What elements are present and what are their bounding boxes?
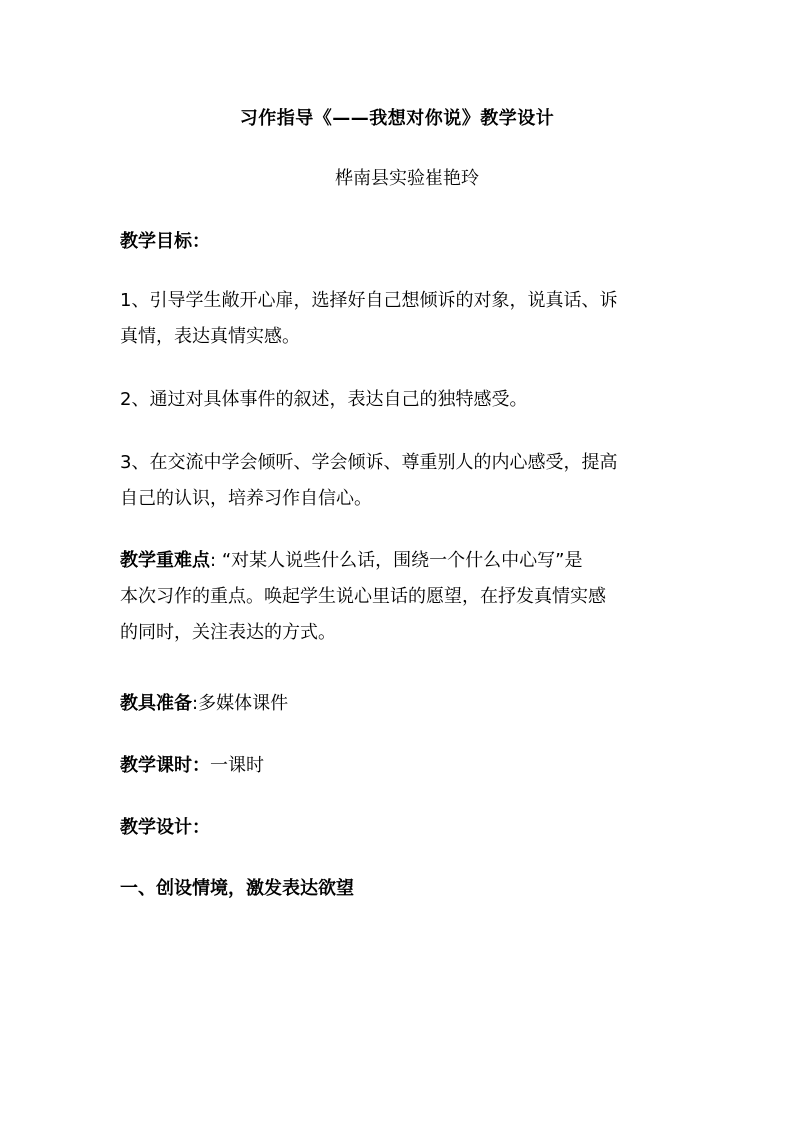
- design-heading: 教学设计：: [120, 817, 210, 838]
- goal-1-line-2: 真情，表达真情实感。: [120, 326, 300, 347]
- author-line: 桦南县实验崔艳玲: [335, 168, 479, 189]
- goals-heading: 教学目标：: [120, 231, 210, 252]
- tools-line: [120, 686, 680, 722]
- goal-item-2: [120, 382, 680, 418]
- key-points-line-3: 的同时，关注表达的方式。: [120, 622, 336, 643]
- goal-3-line-1: 3、在交流中学会倾听、学会倾诉、尊重别人的内心感受，提高: [120, 452, 618, 473]
- period-line: [120, 748, 680, 784]
- period-text: 一课时: [210, 755, 264, 776]
- key-points-line-1: [120, 543, 680, 579]
- tools-text: :多媒体课件: [192, 693, 289, 714]
- goal-1-line-1: 1、引导学生敞开心扉，选择好自己想倾诉的对象，说真话、诉: [120, 290, 618, 311]
- goal-item-3: [120, 445, 680, 517]
- goal-2-line-1: 2、通过对具体事件的叙述，表达自己的独特感受。: [120, 389, 528, 410]
- key-points-label: 教学重难点: [120, 550, 210, 571]
- key-points-paragraph: [120, 543, 680, 651]
- key-points-text: “对某人说些什么话，围绕一个什么中心写”是: [221, 550, 583, 571]
- key-points-line-2: 本次习作的重点。唤起学生说心里话的愿望，在抒发真情实感: [120, 586, 606, 607]
- period-label: 教学课时：: [120, 755, 210, 776]
- key-points-colon: :: [210, 550, 217, 571]
- goal-3-line-2: 自己的认识，培养习作自信心。: [120, 488, 372, 509]
- section-1-heading: 一、创设情境，激发表达欲望: [120, 878, 354, 899]
- goal-item-1: [120, 283, 680, 355]
- document-title: 习作指导《——我想对你说》教学设计: [239, 108, 555, 129]
- tools-label: 教具准备: [120, 693, 192, 714]
